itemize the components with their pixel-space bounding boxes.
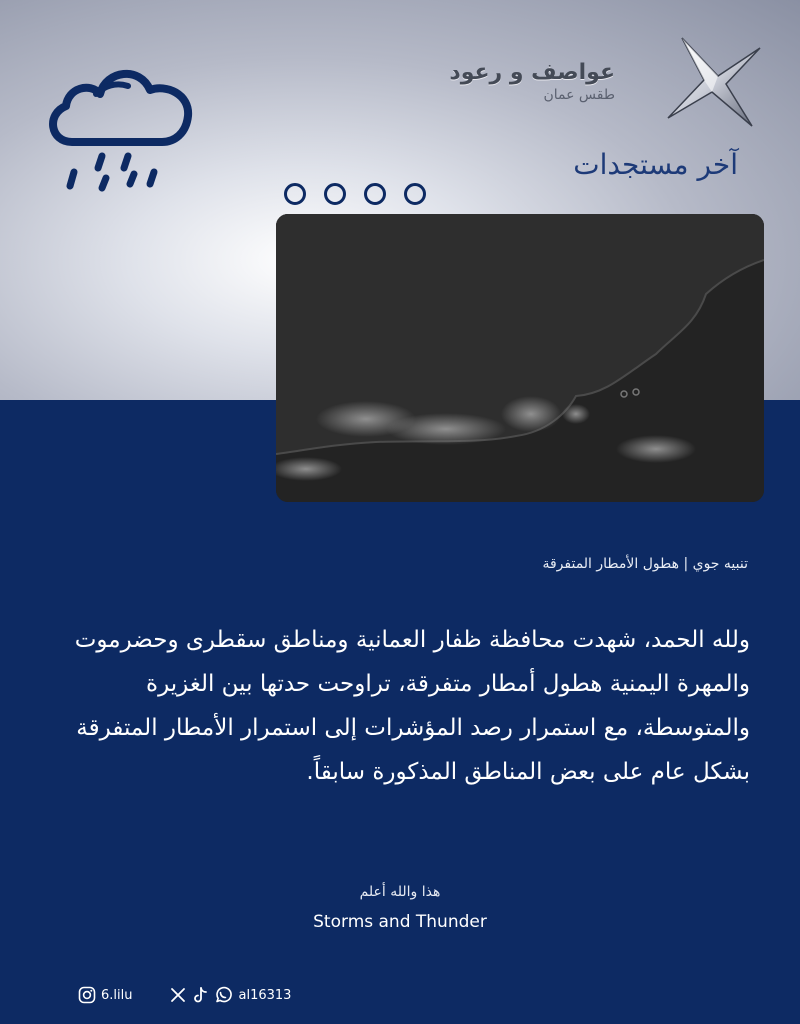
brand-name-english: Storms and Thunder — [313, 912, 487, 932]
decorative-dots — [284, 183, 426, 205]
brand-name: عواصف و رعود — [449, 60, 615, 85]
instagram-icon — [78, 986, 96, 1004]
instagram-link[interactable] — [78, 986, 132, 1004]
circle-icon — [324, 183, 346, 205]
brand-block — [449, 60, 615, 103]
post-body: ولله الحمد، شهدت محافظة ظفار العمانية ومناطق سقطرى وحضرموت والمهرة اليمنية هطول أمطار متفرقة، تراوحت حدتها بين الغزيرة والمتوسطة، مع استمرار رصد المؤشرات إلى استمرار الأمطار المتفرقة بشكل عام على بعض المناطق المذكورة سابقاً. — [74, 627, 750, 785]
tiktok-icon[interactable] — [192, 986, 208, 1004]
x-icon[interactable] — [170, 987, 186, 1003]
alert-title: تنبيه جوي | هطول الأمطار المتفرقة — [542, 556, 748, 572]
circle-icon — [404, 183, 426, 205]
x-star-logo-icon — [660, 30, 770, 130]
closing-line: هذا والله أعلم — [359, 884, 441, 900]
brand-subtitle: طقس عمان — [543, 87, 615, 103]
circle-icon — [364, 183, 386, 205]
phone-handle: al16313 — [238, 987, 292, 1003]
circle-icon — [284, 183, 306, 205]
instagram-handle: 6.lilu — [101, 987, 133, 1003]
rain-cloud-icon — [40, 60, 200, 200]
satellite-image — [276, 214, 764, 502]
whatsapp-icon[interactable] — [214, 986, 232, 1004]
latest-updates-label: آخر مستجدات — [573, 148, 738, 181]
social-footer — [78, 986, 291, 1004]
